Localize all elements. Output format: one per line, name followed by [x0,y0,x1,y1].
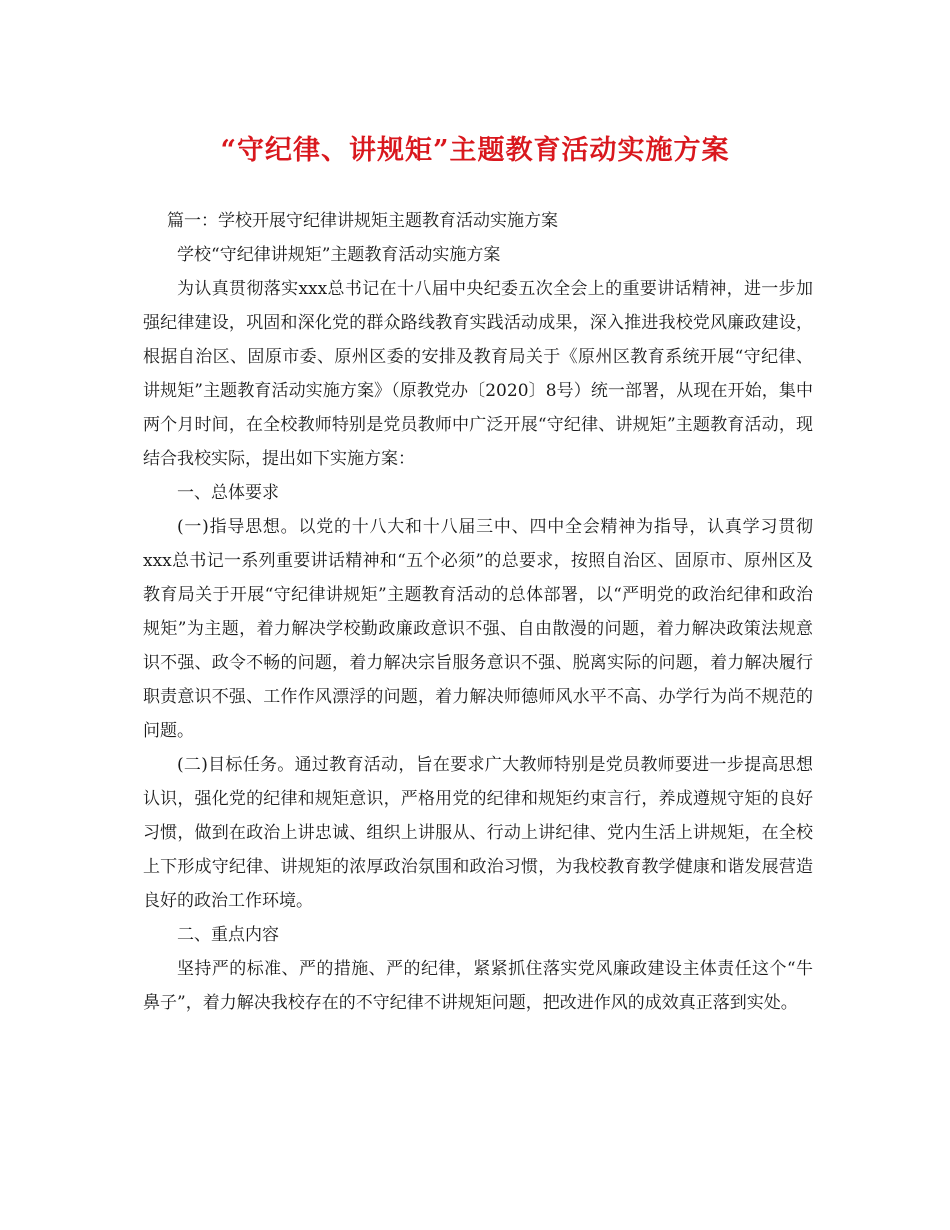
section-heading-general-requirements: 一、总体要求 [177,483,279,503]
intro-paragraph: 为认真贯彻落实xxx总书记在十八届中央纪委五次全会上的重要讲话精神，进一步加强纪律建设，巩固和深化党的群众路线教育实践活动成果，深入推进我校党风廉政建设，根据自治区、固原市委、原州区委的安排及教育局关于《原州区教育系统开展“守纪律、讲规矩”主题教育活动实施方案》（原教党办〔2020〕8号）统一部署，从现在开始，集中两个月时间，在全校教师特别是党员教师中广泛开展“守纪律、讲规矩”主题教育活动，现结合我校实际，提出如下实施方案： [143,279,813,469]
subtitle-paragraph: 学校“守纪律讲规矩”主题教育活动实施方案 [177,245,501,265]
guiding-ideology-paragraph: (一)指导思想。以党的十八大和十八届三中、四中全会精神为指导，认真学习贯彻xxx总书记一系列重要讲话精神和“五个必须”的总要求，按照自治区、固原市、原州区及教育局关于开展“守纪律讲规矩”主题教育活动的总体部署，以“严明党的政治纪律和政治规矩”为主题，着力解决学校勤政廉政意识不强、自由散漫的问题，着力解决政策法规意识不强、政令不畅的问题，着力解决宗旨服务意识不强、脱离实际的问题，着力解决履行职责意识不强、工作作风漂浮的问题，着力解决师德师风水平不高、办学行为尚不规范的问题。 [143,517,813,741]
document-body [143,204,813,1020]
goals-tasks-paragraph: (二)目标任务。通过教育活动，旨在要求广大教师特别是党员教师要进一步提高思想认识，强化党的纪律和规矩意识，严格用党的纪律和规矩约束言行，养成遵规守矩的良好习惯，做到在政治上讲忠诚、组织上讲服从、行动上讲纪律、党内生活上讲规矩，在全校上下形成守纪律、讲规矩的浓厚政治氛围和政治习惯，为我校教育教学健康和谐发展营造良好的政治工作环境。 [143,755,813,911]
document-title: “守纪律、讲规矩”主题教育活动实施方案 [220,135,730,166]
section-heading-key-content: 二、重点内容 [177,925,279,945]
key-content-paragraph: 坚持严的标准、严的措施、严的纪律，紧紧抓住落实党风廉政建设主体责任这个“牛鼻子”，着力解决我校存在的不守纪律不讲规矩问题，把改进作风的成效真正落到实处。 [143,959,813,1013]
section-heading-part-one: 篇一：学校开展守纪律讲规矩主题教育活动实施方案 [167,211,558,231]
